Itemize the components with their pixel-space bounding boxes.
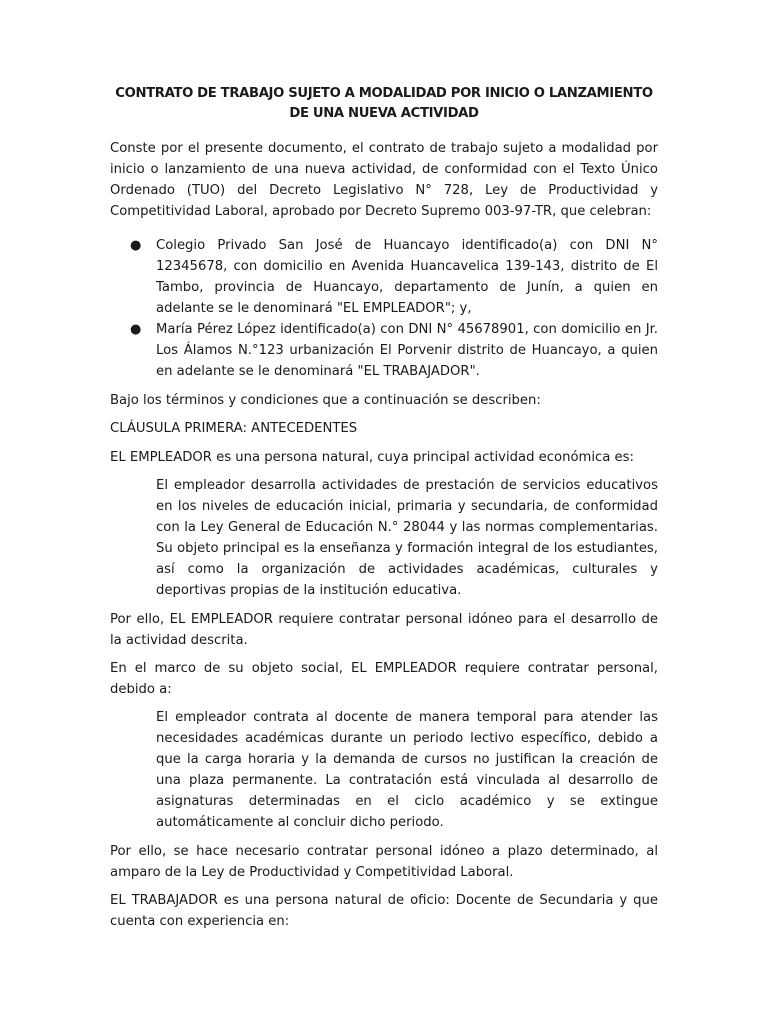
hiring-reason-text: El empleador contrata al docente de manera temporal para atender las necesidades académicas durante un periodo lectivo específico, debido a que la carga horaria y la demanda de cursos no justifican la creación de una plaza permanente. La contratación está vinculada al desarrollo de asignaturas determinadas en el ciclo académico y se extingue automáticamente al concluir dicho periodo. [156, 710, 658, 830]
requirement-paragraph-2: Por ello, se hace necesario contratar personal idóneo a plazo determinado, al amparo de la Ley de Productividad y Competitividad Laboral. [110, 844, 658, 880]
worker-intro: EL TRABAJADOR es una persona natural de oficio: Docente de Secundaria y que cuenta con experiencia en: [110, 893, 658, 929]
employer-activity-intro: EL EMPLEADOR es una persona natural, cuya principal actividad económica es: [110, 450, 634, 465]
bullet-icon: ● [130, 238, 142, 253]
requirement-paragraph: Por ello, EL EMPLEADOR requiere contratar personal idóneo para el desarrollo de la actividad descrita. [110, 612, 658, 648]
contract-page [110, 84, 658, 939]
terms-intro: Bajo los términos y condiciones que a continuación se describen: [110, 393, 541, 408]
employer-activity-text: El empleador desarrolla actividades de prestación de servicios educativos en los niveles de educación inicial, primaria y secundaria, de conformidad con la Ley General de Educación N.° 28044 y las normas complementarias. Su objeto principal es la enseñanza y formación integral de los estudiantes, así como la organización de actividades académicas, culturales y deportivas propias de la institución educativa. [156, 478, 658, 598]
social-object-intro: En el marco de su objeto social, EL EMPLEADOR requiere contratar personal, debido a: [110, 661, 658, 697]
bullet-icon: ● [130, 322, 142, 337]
party-worker [110, 319, 658, 382]
party-employer-text: Colegio Privado San José de Huancayo identificado(a) con DNI N° 12345678, con domicilio en Avenida Huancavelica 139-143, distrito de El Tambo, provincia de Huancayo, departamento de Junín, a quien en adelante se le denominará "EL EMPLEADOR"; y, [156, 238, 658, 316]
clause-heading: CLÁUSULA PRIMERA: ANTECEDENTES [110, 421, 358, 436]
document-title: CONTRATO DE TRABAJO SUJETO A MODALIDAD POR INICIO O LANZAMIENTO DE UNA NUEVA ACTIVIDAD [115, 86, 653, 121]
party-employer [110, 235, 658, 319]
parties-list [110, 235, 658, 382]
intro-paragraph: Conste por el presente documento, el contrato de trabajo sujeto a modalidad por inicio o lanzamiento de una nueva actividad, de conformidad con el Texto Único Ordenado (TUO) del Decreto Legislativo N° 728, Ley de Productividad y Competitividad Laboral, aprobado por Decreto Supremo 003-97-TR, que celebran: [110, 141, 658, 219]
party-worker-text: María Pérez López identificado(a) con DNI N° 45678901, con domicilio en Jr. Los Álamos N.°123 urbanización El Porvenir distrito de Huancayo, a quien en adelante se le denominará "EL TRABAJADOR". [156, 322, 658, 379]
